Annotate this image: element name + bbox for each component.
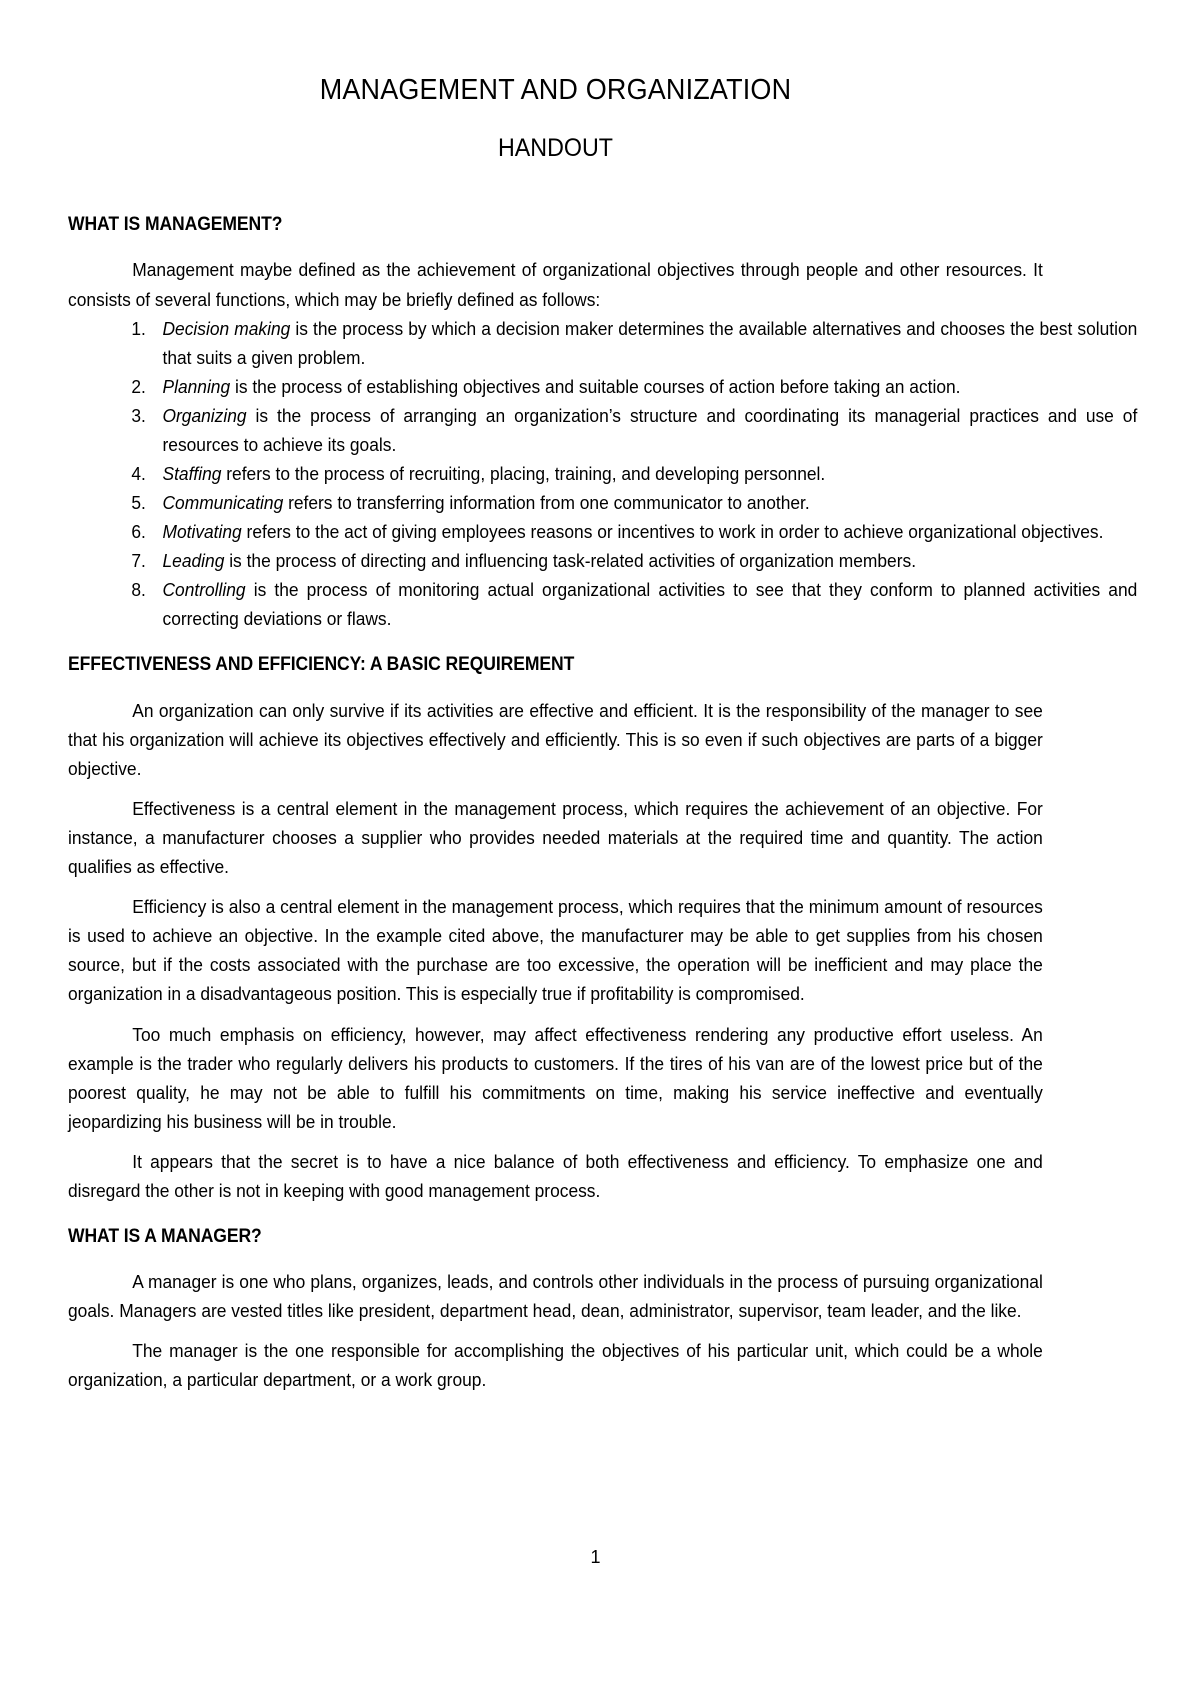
spacer: [68, 1136, 1043, 1147]
spacer: [68, 679, 1043, 696]
spacer: [68, 1205, 1043, 1222]
list-item-number: 7.: [131, 550, 146, 572]
list-item: [68, 401, 1137, 459]
spacer: [68, 187, 1043, 210]
paragraph-too-much-emphasis: Too much emphasis on efficiency, however, may affect effectiveness rendering any productive effort useless. An example is the trader who regularly delivers his products to customers. If the tires of his van are of the lowest price but of the poorest quality, he may not be able to fulfill his commitments on time, making his service ineffective and eventually jeopardizing his business will be in trouble.: [68, 1023, 1043, 1132]
spacer: [68, 1325, 1043, 1336]
list-item: [68, 459, 1137, 488]
list-item: [68, 488, 1137, 517]
paragraph-management-intro: Management maybe defined as the achievement of organizational objectives through people and other resources. It consists of several functions, which may be briefly defined as follows:: [68, 259, 1043, 310]
page-number: 1: [590, 1547, 601, 1567]
list-item-term: Staffing: [162, 463, 222, 484]
spacer: [68, 1250, 1043, 1267]
list-item-number: 6.: [131, 521, 146, 543]
list-item-text: is the process by which a decision maker determines the available alternatives and chooses the best solution that suits a given problem.: [162, 317, 1138, 368]
list-item-text: is the process of arranging an organization’s structure and coordinating its managerial practices and use of resources to achieve its goals.: [162, 404, 1138, 455]
paragraph-text: is a central element in the management process, which requires the achievement of an objective. For instance, a manufacturer chooses a supplier who provides needed materials at the required time and quantity. The action qualifies as effective.: [68, 797, 1043, 878]
spacer: [68, 881, 1043, 892]
list-item-term: Communicating: [162, 492, 284, 514]
paragraph-prefix: A: [132, 1271, 148, 1293]
list-item-term: Motivating: [162, 521, 242, 543]
spacer: [68, 633, 1043, 650]
list-item-number: 3.: [131, 404, 146, 426]
list-item: [68, 546, 1137, 575]
list-item-term: Decision making: [162, 317, 291, 339]
document-title: MANAGEMENT AND ORGANIZATION: [319, 74, 792, 106]
paragraph-effectiveness-intro: An organization can only survive if its activities are effective and efficient. It is the responsibility of the manager to see that his organization will achieve its objectives effectively and efficiently. This is so even if such objectives are parts of a bigger objective.: [68, 699, 1043, 779]
list-item-text: refers to the act of giving employees reasons or incentives to work in order to achieve organizational objectives.: [241, 521, 1104, 543]
section-heading-what-is-a-manager: WHAT IS A MANAGER?: [68, 1224, 262, 1247]
list-item-term: Controlling: [162, 579, 246, 601]
document-subtitle: HANDOUT: [498, 133, 613, 162]
paragraph-balance-secret: It appears that the secret is to have a nice balance of both effectiveness and efficiency. To emphasize one and disregard the other is not in keeping with good management process.: [68, 1150, 1043, 1201]
paragraph-effectiveness-definition: [68, 794, 1043, 881]
list-item: [68, 372, 1137, 401]
list-item-term: Organizing: [162, 404, 247, 426]
paragraph-manager-responsibility: The manager is the one responsible for accomplishing the objectives of his particular unit, which could be a whole organization, a particular department, or a work group.: [68, 1340, 1043, 1391]
term-efficiency: Efficiency: [132, 896, 207, 918]
list-item-number: 5.: [131, 492, 146, 514]
paragraph-text: is one who plans, organizes, leads, and controls other individuals in the process of pursuing organizational goals. Managers are vested titles like president, department head, dean, administrator, supervisor, team leader, and the like.: [68, 1271, 1043, 1322]
section-heading-what-is-management: WHAT IS MANAGEMENT?: [68, 213, 283, 236]
list-item-term: Leading: [162, 550, 225, 572]
document-body: [68, 60, 1138, 1395]
spacer: [68, 164, 1043, 187]
list-item-number: 4.: [131, 463, 146, 484]
list-item-text: is the process of establishing objectives and suitable courses of action before taking an action.: [230, 375, 961, 397]
section-heading-effectiveness-efficiency: EFFECTIVENESS AND EFFICIENCY: A BASIC REQUIREMENT: [68, 653, 575, 676]
term-effectiveness: Effectiveness: [132, 797, 236, 819]
paragraph-text: is also a central element in the management process, which requires that the minimum amount of resources is used to achieve an objective. In the example cited above, the manufacturer may be able to get supplies from his chosen source, but if the costs associated with the purchase are too excessive, the operation will be inefficient and may place the organization in a disadvantageous position. This is especially true if profitability is compromised.: [68, 896, 1043, 1005]
list-item-text: refers to transferring information from one communicator to another.: [283, 492, 810, 514]
list-item-text: refers to the process of recruiting, placing, training, and developing personnel.: [221, 463, 826, 484]
list-item-number: 1.: [131, 317, 146, 339]
list-item-term: Planning: [162, 375, 231, 397]
spacer: [68, 238, 1043, 255]
paragraph-efficiency-definition: [68, 892, 1043, 1008]
list-item-text: is the process of monitoring actual organizational activities to see that they conform to planned activities and correcting deviations or flaws.: [162, 579, 1138, 630]
paragraph-manager-definition: [68, 1267, 1043, 1325]
list-item-text: is the process of directing and influencing task-related activities of organization members.: [224, 550, 917, 572]
list-item-number: 2.: [131, 375, 146, 397]
list-item-number: 8.: [131, 579, 146, 601]
list-item: [68, 517, 1137, 546]
management-functions-list: [68, 314, 1138, 634]
list-item: [68, 575, 1137, 633]
spacer: [68, 783, 1043, 794]
list-item: [68, 314, 1137, 372]
spacer: [68, 1009, 1043, 1020]
term-manager: manager: [147, 1271, 217, 1293]
